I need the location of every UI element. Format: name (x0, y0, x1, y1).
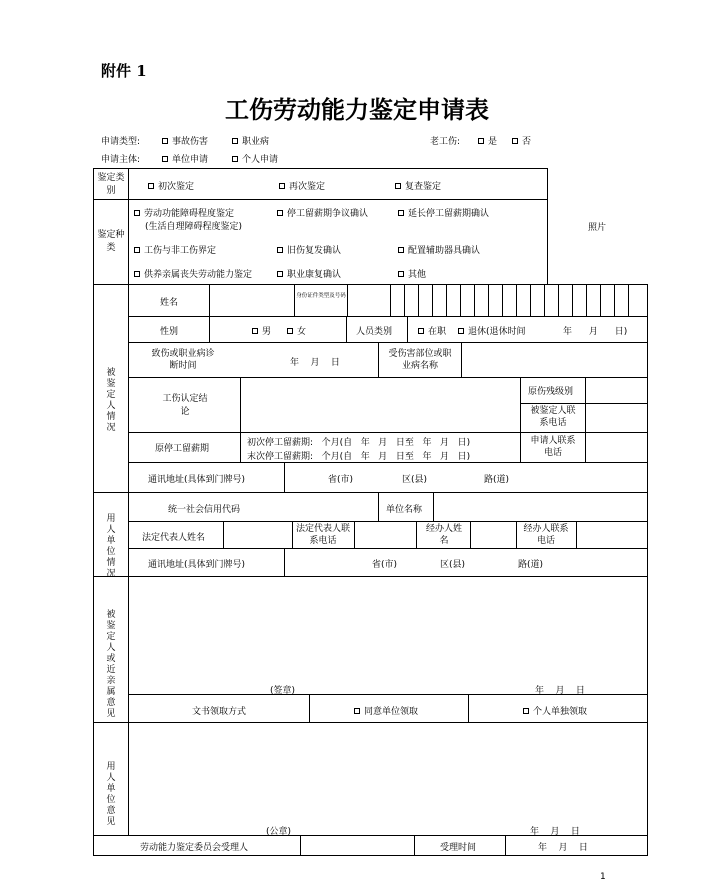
recognition-label: 工伤认定结论 (162, 394, 208, 417)
category-second[interactable]: 再次鉴定 (279, 179, 325, 192)
checkbox-icon (478, 138, 484, 144)
attachment-label: 附件 1 (101, 62, 147, 80)
injury-part-label: 受伤害部位或职业病名称 (388, 349, 452, 371)
kind-self-care-note: (生活自理障碍程度鉴定) (145, 222, 243, 232)
kind-injury-define[interactable]: 工伤与非工伤界定 (134, 243, 216, 256)
leave-last: 末次停工留薪期: 个月(自 年 月 日至 年 月 日) (247, 452, 471, 462)
gender-label: 性别 (160, 327, 179, 337)
committee-label: 劳动能力鉴定委员会受理人 (140, 843, 249, 853)
checkbox-icon (134, 247, 140, 253)
leave-first: 初次停工留薪期: 个月(自 年 月 日至 年 月 日) (247, 438, 471, 448)
injury-time-value[interactable]: 年 月 日 (290, 358, 340, 368)
employer-address-road: 路(道) (518, 560, 544, 570)
checkbox-icon (162, 138, 168, 144)
checkbox-icon (277, 247, 283, 253)
employer-seal: (公章) (266, 827, 292, 837)
committee-input[interactable] (301, 836, 414, 855)
staff-type-active[interactable]: 在职 (418, 324, 446, 337)
kind-label: 鉴定种类 (97, 230, 125, 253)
kind-leave-extend[interactable]: 延长停工留薪期确认 (398, 206, 489, 219)
checkbox-icon (134, 210, 140, 216)
gender-female[interactable]: 女 (287, 324, 306, 337)
retire-date: 年 月 日) (563, 327, 628, 337)
apply-type-accident[interactable]: 事故伤害 (162, 134, 208, 147)
category-review[interactable]: 复查鉴定 (395, 179, 441, 192)
doc-personal-pickup[interactable]: 个人单独领取 (523, 704, 587, 717)
relative-opinion-label: 被鉴定人或近亲属意见 (106, 610, 116, 719)
checkbox-icon (277, 271, 283, 277)
handler-phone-label: 经办人联系电话 (523, 524, 569, 546)
name-input[interactable] (210, 285, 294, 316)
checkbox-icon (512, 138, 518, 144)
employer-date: 年 月 日 (530, 827, 580, 837)
checkbox-icon (148, 183, 154, 189)
staff-type-retired[interactable]: 退休(退休时间 (458, 324, 526, 337)
accept-time-label: 受理时间 (440, 843, 477, 853)
name-label: 姓名 (160, 298, 179, 308)
checkbox-icon (395, 183, 401, 189)
staff-type-label: 人员类别 (356, 327, 393, 337)
id-type-label: 身份证件类型及号码 (296, 293, 346, 299)
accept-date: 年 月 日 (538, 843, 588, 853)
photo-label: 照片 (588, 223, 607, 233)
applicant-contact-label: 申请人联系电话 (530, 436, 576, 458)
form-title: 工伤劳动能力鉴定申请表 (225, 96, 489, 124)
kind-rehab[interactable]: 职业康复确认 (277, 267, 341, 280)
person-address-road: 路(道) (484, 475, 510, 485)
old-injury-label: 老工伤: (430, 137, 461, 147)
employer-opinion-input[interactable] (129, 723, 647, 821)
credit-code-input[interactable] (285, 493, 378, 521)
checkbox-icon (277, 210, 283, 216)
checkbox-icon (354, 708, 360, 714)
checkbox-icon (523, 708, 529, 714)
person-section-label: 被鉴定人情况 (106, 368, 116, 433)
doc-method-label: 文书领取方式 (192, 707, 247, 717)
old-injury-no[interactable]: 否 (512, 134, 531, 147)
category-label: 鉴定类别 (97, 173, 125, 196)
checkbox-icon (398, 210, 404, 216)
kind-relapse[interactable]: 旧伤复发确认 (277, 243, 341, 256)
leave-label: 原停工留薪期 (155, 444, 210, 454)
unit-name-label: 单位名称 (386, 505, 423, 515)
checkbox-icon (232, 138, 238, 144)
person-address-district: 区(县) (402, 475, 428, 485)
injury-time-label: 致伤或职业病诊断时间 (151, 349, 215, 371)
legal-rep-label: 法定代表人姓名 (142, 533, 206, 543)
checkbox-icon (418, 328, 424, 334)
employer-address-province: 省(市) (372, 560, 398, 570)
employer-opinion-label: 用人单位意见 (106, 762, 116, 827)
checkbox-icon (458, 328, 464, 334)
doc-unit-pickup[interactable]: 同意单位领取 (354, 704, 418, 717)
unit-name-input[interactable] (434, 493, 647, 521)
credit-code-label: 统一社会信用代码 (168, 505, 241, 515)
relative-seal: (签章) (270, 686, 296, 696)
injury-part-input[interactable] (462, 343, 647, 377)
person-address-province: 省(市) (328, 475, 354, 485)
kind-leave-dispute[interactable]: 停工留薪期争议确认 (277, 206, 368, 219)
subject-unit[interactable]: 单位申请 (162, 152, 208, 165)
employer-address-district: 区(县) (440, 560, 466, 570)
checkbox-icon (279, 183, 285, 189)
page-number: 1 (600, 872, 606, 882)
checkbox-icon (398, 247, 404, 253)
orig-level-label: 原伤残级别 (528, 387, 574, 397)
checkbox-icon (134, 271, 140, 277)
id-number-input[interactable] (348, 285, 647, 316)
kind-other[interactable]: 其他 (398, 267, 426, 280)
category-first[interactable]: 初次鉴定 (148, 179, 194, 192)
kind-dependent[interactable]: 供养亲属丧失劳动能力鉴定 (134, 267, 252, 280)
checkbox-icon (398, 271, 404, 277)
employer-address-label: 通讯地址(具体到门牌号) (148, 560, 246, 570)
old-injury-yes[interactable]: 是 (478, 134, 497, 147)
apply-type-disease[interactable]: 职业病 (232, 134, 269, 147)
person-contact-label: 被鉴定人联系电话 (530, 406, 576, 428)
checkbox-icon (162, 156, 168, 162)
checkbox-icon (232, 156, 238, 162)
gender-male[interactable]: 男 (252, 324, 271, 337)
legal-rep-phone-label: 法定代表人联系电话 (295, 524, 350, 546)
recognition-input[interactable] (241, 378, 520, 432)
checkbox-icon (252, 328, 258, 334)
checkbox-icon (287, 328, 293, 334)
apply-type-label: 申请类型: (101, 137, 141, 147)
relative-date: 年 月 日 (535, 686, 585, 696)
kind-assistive-device[interactable]: 配置辅助器具确认 (398, 243, 480, 256)
employer-section-label: 用人单位情况 (106, 514, 116, 579)
subject-person[interactable]: 个人申请 (232, 152, 278, 165)
kind-labor-function[interactable]: 劳动功能障碍程度鉴定 (134, 206, 234, 219)
subject-label: 申请主体: (101, 155, 141, 165)
handler-name-label: 经办人姓名 (425, 524, 462, 546)
person-address-label: 通讯地址(具体到门牌号) (148, 475, 246, 485)
relative-opinion-input[interactable] (129, 577, 647, 681)
